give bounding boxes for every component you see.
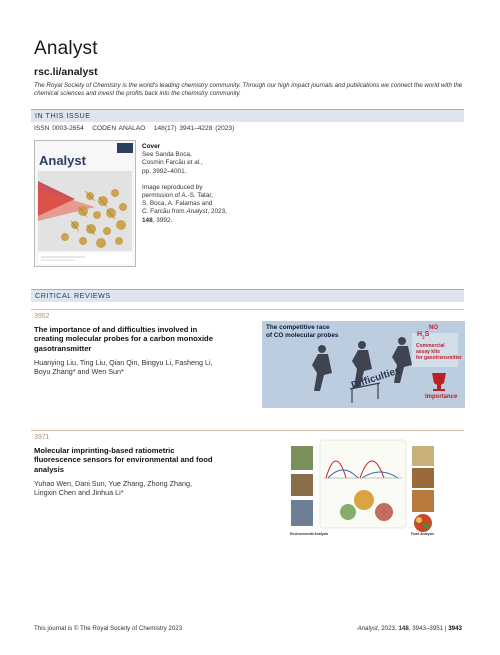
article-divider xyxy=(31,430,464,431)
repro-line2: permission of A.-S. Tatar, xyxy=(142,192,213,200)
journal-title: Analyst xyxy=(34,38,98,59)
journal-description: The Royal Society of Chemistry is the world's leading chemistry community. Through our high impact journals and publications we connect the world with the chemical sciences and invest the profits back into the chemistry community. xyxy=(34,82,463,98)
issue-info xyxy=(34,125,234,132)
toc-graphic-imprinting[interactable] xyxy=(288,438,438,540)
toc1-label-h2s: $H_2S$ xyxy=(417,331,430,340)
article-page-number[interactable]: 3952 xyxy=(34,313,50,320)
article-page-number[interactable]: 3971 xyxy=(34,434,50,441)
coden: CODEN ANALAO xyxy=(92,125,146,132)
journal-url[interactable]: rsc.li/analyst xyxy=(34,66,98,78)
page-number: 3943 xyxy=(448,625,462,632)
cover-caption xyxy=(142,143,252,225)
volume-pages: 148(17) 3941–4228 (2023) xyxy=(153,125,235,132)
cover-journal-title: Analyst xyxy=(39,153,86,168)
article-title[interactable]: Molecular imprinting-based ratiometric fluorescence sensors for environmental and food analysis xyxy=(34,446,213,474)
toc-illustration-sensors xyxy=(288,438,438,540)
toc1-label-no: NO xyxy=(429,325,438,331)
toc1-heading: The competitive race of CO molecular probes xyxy=(266,324,339,339)
cover-ref-line3: pp. 3992–4001. xyxy=(142,167,187,175)
article-title[interactable]: The importance of and difficulties involved in creating molecular probes for a carbon monoxide gasotransmitter xyxy=(34,325,213,353)
toc1-label-difficulties: Difficulties xyxy=(350,365,403,392)
footer-volume: 148 xyxy=(398,625,409,632)
toc1-label-importance: Importance xyxy=(425,394,458,400)
footer-citation: Analyst, 2023, 148, 3943–3951 | 3943 xyxy=(357,625,462,632)
footer-copyright: This journal is © The Royal Society of Chemistry 2023 xyxy=(34,625,183,632)
article-divider xyxy=(31,309,464,310)
issn: ISSN 0003-2654 xyxy=(34,125,84,132)
toc2-left-caption: Environmental Analysis xyxy=(290,532,329,536)
toc2-right-caption: Food Analysis xyxy=(411,532,435,536)
repro-line5: 148, 3992. xyxy=(142,216,173,224)
footer-journal: Analyst xyxy=(357,625,378,632)
article-authors: Yuhao Wen, Dani Sun, Yue Zhang, Zhong Zhang, Lingxin Chen and Jinhua Li* xyxy=(34,479,192,497)
section-label-critical-reviews: CRITICAL REVIEWS xyxy=(35,291,111,300)
toc-graphic-co-probes[interactable] xyxy=(262,321,465,408)
repro-line4: C. Farcău from Analyst, 2023, xyxy=(142,208,227,216)
repro-line1: Image reproduced by xyxy=(142,183,203,191)
section-bar-in-this-issue xyxy=(31,109,464,122)
toc1-label-commercial: Commercial assay kits for gasotransmitter xyxy=(416,343,462,361)
repro-line3: S. Boca, A. Falamas and xyxy=(142,200,213,208)
section-bar-critical-reviews xyxy=(31,289,464,302)
cover-label: Cover xyxy=(142,143,161,150)
cover-ref-line1: See Sanda Boca, xyxy=(142,151,192,159)
section-label-in-this-issue: IN THIS ISSUE xyxy=(35,111,91,120)
cover-ref-line2: Cosmin Farcău et al., xyxy=(142,159,203,167)
article-authors: Huanying Liu, Ting Liu, Qian Qin, Bingyu Li, Fasheng Li, Boyu Zhang* and Wen Sun* xyxy=(34,358,213,376)
cover-image[interactable] xyxy=(34,140,136,267)
